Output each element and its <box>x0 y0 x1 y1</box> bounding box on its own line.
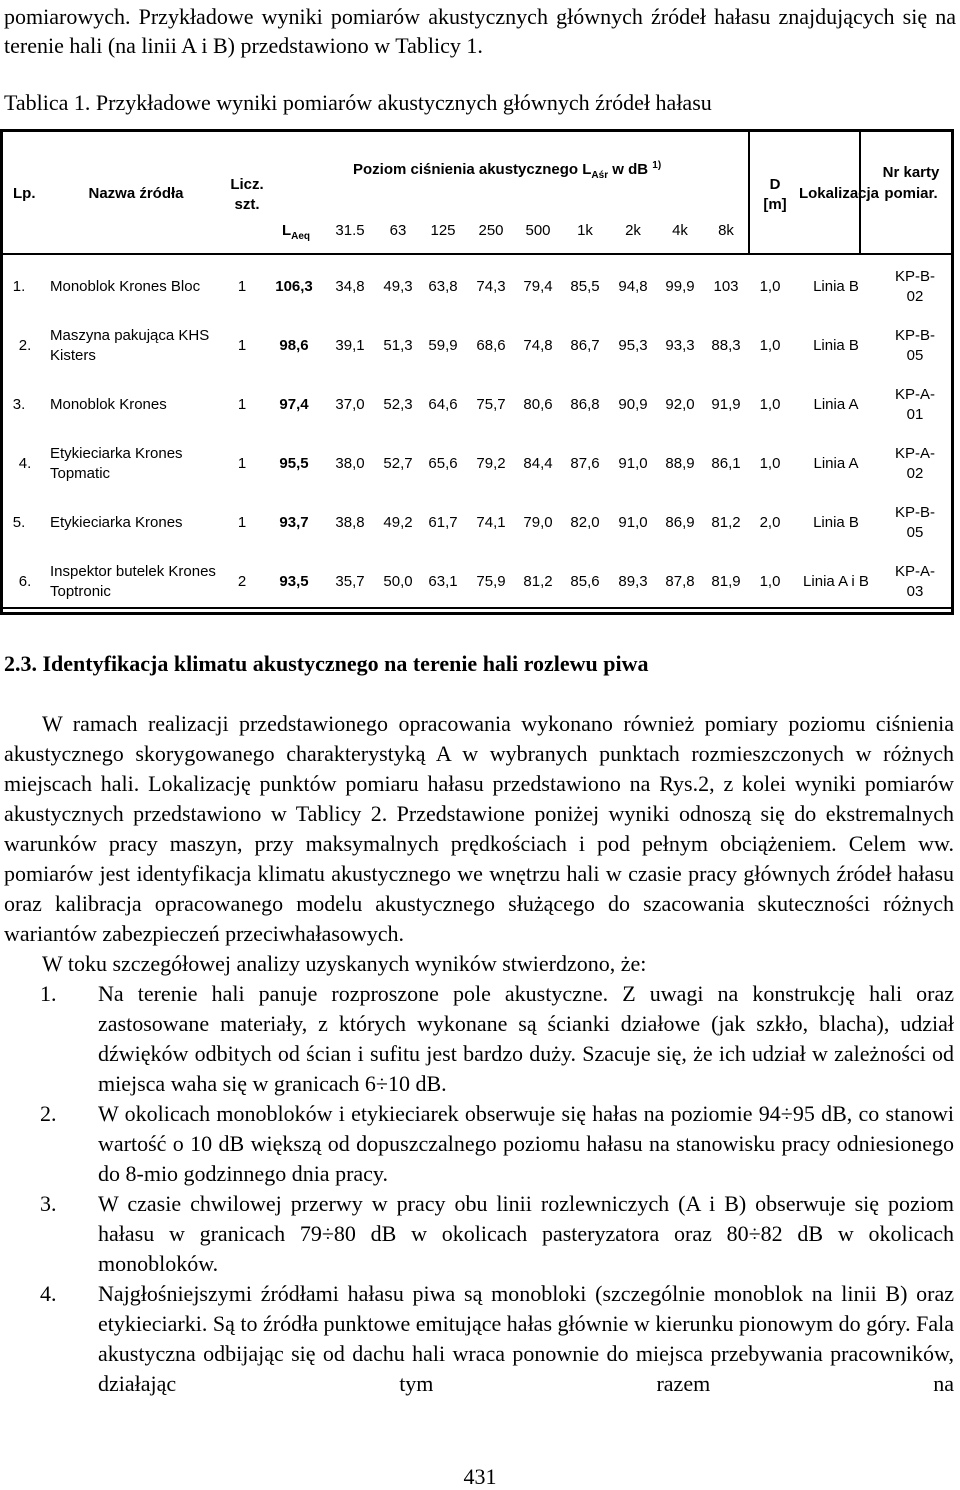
row-level-value: 52,7 <box>383 455 413 472</box>
body-text <box>4 709 954 1399</box>
list-number: 1. <box>40 981 57 1006</box>
row-level-value: 88,9 <box>665 455 695 472</box>
row-level-value: 61,7 <box>428 514 458 531</box>
row-laeq: 98,6 <box>279 337 309 354</box>
row-laeq: 93,5 <box>279 573 309 590</box>
row-location: Linia A i B <box>803 573 869 590</box>
row-level-value: 59,9 <box>428 337 458 354</box>
header-freq: 1k <box>577 222 593 239</box>
header-freq: 500 <box>525 222 551 239</box>
row-card-number: KP-B-05 <box>894 327 935 364</box>
row-quantity: 1 <box>237 455 247 472</box>
row-level-value: 85,6 <box>570 573 600 590</box>
row-quantity: 1 <box>237 514 247 531</box>
row-level-value: 99,9 <box>665 278 695 295</box>
list-text: Na terenie hali panuje rozproszone pole akustyczne. Z uwagi na konstrukcję hali oraz zastosowane materiały, z których wykonane są ścianki działowe (jak szkło, blacha), udział dźwięków odbitych od ścian i sufitu jest bardzo duży. Szacuje się, że ich udział w zależności od miejsca waha się w granicach 6÷10 dB. <box>98 981 954 1096</box>
row-level-value: 75,7 <box>476 396 506 413</box>
header-card-number: Nr karty pomiar. <box>882 164 940 202</box>
row-distance: 1,0 <box>759 337 781 354</box>
row-laeq: 93,7 <box>279 514 309 531</box>
list-item <box>4 1099 954 1189</box>
row-level-value: 49,3 <box>383 278 413 295</box>
table-bottom-rule <box>3 607 951 609</box>
row-lp: 4. <box>18 455 32 472</box>
table-caption: Tablica 1. Przykładowe wyniki pomiarów akustycznych głównych źródeł hałasu <box>4 90 712 115</box>
paragraph: W toku szczegółowej analizy uzyskanych wyników stwierdzono, że: <box>42 951 647 976</box>
row-level-value: 38,0 <box>335 455 365 472</box>
row-level-value: 86,7 <box>570 337 600 354</box>
header-freq: 250 <box>478 222 504 239</box>
row-card-number: KP-A-03 <box>894 563 935 600</box>
row-distance: 2,0 <box>759 514 781 531</box>
header-quantity: Licz. szt. <box>230 176 264 213</box>
row-level-value: 93,3 <box>665 337 695 354</box>
section-heading: 2.3. Identyfikacja klimatu akustycznego na terenie hali rozlewu piwa <box>4 651 649 676</box>
list-item <box>4 1189 954 1279</box>
row-source-name: Etykieciarka Krones <box>50 514 183 531</box>
row-level-value: 74,8 <box>523 337 553 354</box>
row-card-number: KP-A-02 <box>894 445 935 482</box>
page-number: 431 <box>463 1464 497 1489</box>
row-level-value: 79,2 <box>476 455 506 472</box>
row-level-value: 68,6 <box>476 337 506 354</box>
row-level-value: 51,3 <box>383 337 413 354</box>
list-number: 2. <box>40 1101 57 1126</box>
row-lp: 5. <box>12 514 26 531</box>
header-laeq: $L_{Aeq}$ <box>281 222 311 242</box>
row-level-value: 82,0 <box>570 514 600 531</box>
row-level-value: 88,3 <box>711 337 741 354</box>
row-level-value: 86,1 <box>711 455 741 472</box>
row-laeq: 106,3 <box>275 278 313 295</box>
row-quantity: 1 <box>237 396 247 413</box>
row-level-value: 50,0 <box>383 573 413 590</box>
row-laeq: 95,5 <box>279 455 309 472</box>
row-quantity: 1 <box>237 278 247 295</box>
row-level-value: 103 <box>713 278 739 295</box>
row-card-number: KP-B-02 <box>894 268 935 305</box>
header-location: Lokalizacja <box>798 185 880 202</box>
row-card-number: KP-A-01 <box>894 386 935 423</box>
list-item <box>4 1279 954 1399</box>
header-lp: Lp. <box>13 185 36 202</box>
row-level-value: 65,6 <box>428 455 458 472</box>
row-level-value: 79,4 <box>523 278 553 295</box>
row-source-name: Monoblok Krones Bloc <box>50 278 201 295</box>
row-level-value: 74,3 <box>476 278 506 295</box>
row-level-value: 52,3 <box>383 396 413 413</box>
row-level-value: 63,8 <box>428 278 458 295</box>
header-source-name: Nazwa źródła <box>88 185 184 202</box>
row-level-value: 75,9 <box>476 573 506 590</box>
row-level-value: 35,7 <box>335 573 365 590</box>
row-level-value: 63,1 <box>428 573 458 590</box>
header-rule <box>3 253 951 255</box>
row-source-name: Maszyna pakująca KHS Kisters <box>50 327 210 364</box>
row-level-value: 38,8 <box>335 514 365 531</box>
row-laeq: 97,4 <box>279 396 309 413</box>
header-freq: 31.5 <box>335 222 365 239</box>
row-level-value: 86,9 <box>665 514 695 531</box>
header-freq: 2k <box>625 222 641 239</box>
row-source-name: Inspektor butelek Krones Toptronic <box>50 563 216 600</box>
row-level-value: 87,6 <box>570 455 600 472</box>
header-divider-d <box>748 132 750 253</box>
list-text: W czasie chwilowej przerwy w pracy obu linii rozlewniczych (A i B) obserwuje się poziom hałasu w granicach 79÷80 dB w okolicach pasteryzatora oraz 80÷82 dB w okolicach monobloków. <box>98 1191 954 1276</box>
row-lp: 3. <box>12 396 26 413</box>
row-level-value: 84,4 <box>523 455 553 472</box>
row-level-value: 64,6 <box>428 396 458 413</box>
row-level-value: 81,2 <box>523 573 553 590</box>
header-freq: 4k <box>672 222 688 239</box>
header-freq: 8k <box>718 222 734 239</box>
header-distance: D [m] <box>763 176 787 213</box>
row-card-number: KP-B-05 <box>894 504 935 541</box>
row-lp: 6. <box>18 573 32 590</box>
row-distance: 1,0 <box>759 396 781 413</box>
row-source-name: Monoblok Krones <box>50 396 167 413</box>
header-freq: 125 <box>430 222 456 239</box>
row-level-value: 39,1 <box>335 337 365 354</box>
row-lp: 2. <box>18 337 32 354</box>
list-text: W okolicach monobloków i etykieciarek obserwuje się hałas na poziomie 94÷95 dB, co stanowi wartość o 10 dB większą od dopuszczalnego poziomu hałasu na stanowisku pracy odniesionego do 8-mio godzinnego dnia pracy. <box>98 1101 954 1186</box>
row-level-value: 80,6 <box>523 396 553 413</box>
row-distance: 1,0 <box>759 278 781 295</box>
row-level-value: 87,8 <box>665 573 695 590</box>
row-level-value: 91,0 <box>618 455 648 472</box>
list-number: 4. <box>40 1281 57 1306</box>
row-level-value: 91,9 <box>711 396 741 413</box>
row-level-value: 94,8 <box>618 278 648 295</box>
row-level-value: 37,0 <box>335 396 365 413</box>
row-level-value: 81,2 <box>711 514 741 531</box>
row-level-value: 85,5 <box>570 278 600 295</box>
row-level-value: 34,8 <box>335 278 365 295</box>
row-quantity: 1 <box>237 337 247 354</box>
row-level-value: 92,0 <box>665 396 695 413</box>
row-location: Linia B <box>813 278 859 295</box>
list-text: Najgłośniejszymi źródłami hałasu piwa są monobloki (szczególnie monoblok na linii B) oraz etykieciarki. Są to źródła punktowe emitujące hałas głównie w kierunku pionowym do góry. Fala akustyczna odbijając się od dachu hali wraca ponownie do miejsca przebywania pracowników, działając tym razem na <box>98 1281 954 1396</box>
row-level-value: 86,8 <box>570 396 600 413</box>
list-number: 3. <box>40 1191 57 1216</box>
row-level-value: 89,3 <box>618 573 648 590</box>
row-level-value: 91,0 <box>618 514 648 531</box>
row-source-name: Etykieciarka Krones Topmatic <box>50 445 183 482</box>
row-level-value: 49,2 <box>383 514 413 531</box>
row-distance: 1,0 <box>759 573 781 590</box>
row-level-value: 79,0 <box>523 514 553 531</box>
row-lp: 1. <box>12 278 26 295</box>
header-sound-pressure-level: Poziom ciśnienia akustycznego $L_{Aśr}$ w dB $^{1)}$ <box>353 160 662 181</box>
header-freq: 63 <box>389 222 407 239</box>
row-location: Linia A <box>813 396 859 413</box>
row-level-value: 95,3 <box>618 337 648 354</box>
row-distance: 1,0 <box>759 455 781 472</box>
row-level-value: 74,1 <box>476 514 506 531</box>
paragraph: W ramach realizacji przedstawionego opracowania wykonano również pomiary poziomu ciśnienia akustycznego skorygowanego charakterystyką A w wybranych punktach rozmieszczonych w różnych miejscach hali. Lokalizację punktów pomiaru hałasu przedstawiono na Rys.2, z kolei wyniki pomiarów akustycznych przedstawiono w Tablicy 2. Przedstawione poniżej wyniki odnoszą się do ekstremalnych warunków pracy maszyn, przy maksymalnych prędkościach i pod pełnym obciążeniem. Celem ww. pomiarów jest identyfikacja klimatu akustycznego we wnętrzu hali w czasie pracy głównych źródeł hałasu oraz kalibracja opracowanego modelu akustycznego służącego do szacowania skuteczności różnych wariantów zabezpieczeń przeciwhałasowych. <box>4 711 954 946</box>
row-location: Linia B <box>813 337 859 354</box>
row-quantity: 2 <box>237 573 247 590</box>
row-level-value: 90,9 <box>618 396 648 413</box>
row-level-value: 81,9 <box>711 573 741 590</box>
row-location: Linia B <box>813 514 859 531</box>
row-location: Linia A <box>813 455 859 472</box>
noise-measurement-table <box>0 129 954 615</box>
list-item <box>4 979 954 1099</box>
intro-paragraph: pomiarowych. Przykładowe wyniki pomiarów akustycznych głównych źródeł hałasu znajdujących się na terenie hali (na linii A i B) przedstawiono w Tablicy 1. <box>4 4 956 58</box>
